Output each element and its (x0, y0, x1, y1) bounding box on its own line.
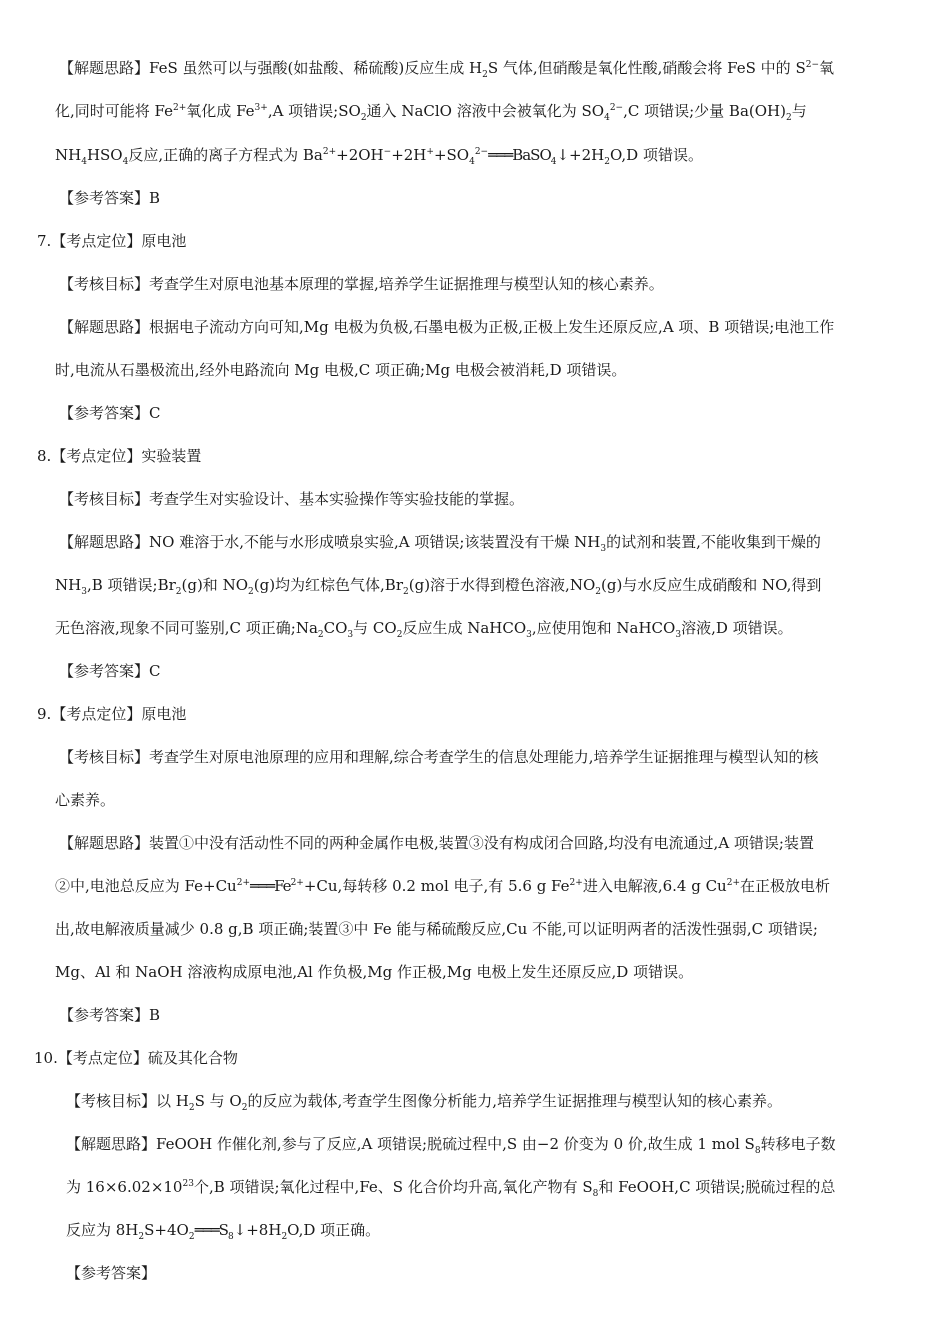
q9-idea-line-3: 出,故电解液质量减少 0.8 g,B 项正确;装置③中 Fe 能与稀硫酸反应,Cu 不能,可以证明两者的活泼性强弱,C 项错误; (55, 920, 818, 938)
q10-idea-line-3: 反应为 $8H_2S+4O_2═══S_8↓+8H_2O,D$ 项正确。 (66, 1221, 381, 1242)
q6-idea-line-1: 【解题思路】FeS 虽然可以与强酸(如盐酸、稀硫酸)反应生成 $H_2S$ 气体,但硝酸是氧化性酸,硝酸会将 FeS 中的 $S^{2-}$氧 (59, 59, 835, 80)
q7-idea-line-1: 【解题思路】根据电子流动方向可知,Mg 电极为负极,石墨电极为正极,正极上发生还原反应,A 项、B 项错误;电池工作 (59, 318, 835, 336)
q8-point: 8.【考点定位】实验装置 (37, 447, 202, 465)
q9-idea-line-2: ②中,电池总反应为 $Fe+Cu^{2+}═══Fe^{2+}+Cu$,每转移 0.2 mol 电子,有 5.6 g $Fe^{2+}$进入电解液,6.4 g $Cu^{2+}$在正极放电析 (55, 877, 831, 895)
q9-goal-line-1: 【考核目标】考查学生对原电池原理的应用和理解,综合考查学生的信息处理能力,培养学生证据推理与模型认知的核 (59, 748, 819, 766)
q10-point: 10.【考点定位】硫及其化合物 (34, 1049, 238, 1067)
q8-goal: 【考核目标】考查学生对实验设计、基本实验操作等实验技能的掌握。 (59, 490, 525, 508)
idea-label: 【解题思路】 (59, 59, 150, 77)
q9-goal-line-2: 心素养。 (55, 791, 116, 809)
q9-idea-line-1: 【解题思路】装置①中没有活动性不同的两种金属作电极,装置③没有构成闭合回路,均没有电流通过,A 项错误;装置 (59, 834, 814, 852)
q6-answer: 【参考答案】B (59, 189, 161, 207)
q10-answer: 【参考答案】 (66, 1264, 157, 1282)
q7-answer: 【参考答案】C (59, 404, 161, 422)
q8-idea-line-3: 无色溶液,现象不同可鉴别,C 项正确$;Na_2CO_3$与 $CO_2$反应生成 NaHCO$_3$,应使用饱和 NaHCO$_3$溶液,D 项错误。 (55, 619, 793, 640)
q7-idea-line-2: 时,电流从石墨极流出,经外电路流向 Mg 电极,C 项正确;Mg 电极会被消耗,D 项错误。 (55, 361, 627, 379)
q7-goal: 【考核目标】考查学生对原电池基本原理的掌握,培养学生证据推理与模型认知的核心素养。 (59, 275, 664, 293)
q10-idea-line-1: 【解题思路】FeOOH 作催化剂,参与了反应,A 项错误;脱硫过程中,S 由−2 价变为 0 价,故生成 1 mol $S_8$转移电子数 (66, 1135, 836, 1156)
q9-answer: 【参考答案】B (59, 1006, 161, 1024)
q8-idea-line-1: 【解题思路】NO 难溶于水,不能与水形成喷泉实验,A 项错误;该装置没有干燥 $NH_3$的试剂和装置,不能收集到干燥的 (59, 533, 821, 554)
q8-idea-line-2: $NH_3,B$ 项错误$;Br_2(g)$和 $NO_2(g)$均为红棕色气体$,Br_2(g)$溶于水得到橙色溶液$,NO_2(g)$与水反应生成硝酸和 NO,得到 (55, 576, 822, 597)
q9-idea-line-4: Mg、Al 和 NaOH 溶液构成原电池,Al 作负极,Mg 作正极,Mg 电极上发生还原反应,D 项错误。 (55, 963, 694, 981)
q6-idea-line-3: $NH_4HSO_4$反应,正确的离子方程式为 $Ba^{2+}+2OH^-+2H^++SO_4^{2-}═══BaSO_4↓+2H_2O,D$ 项错误。 (55, 146, 703, 167)
q10-goal: 【考核目标】以 $H_2S$ 与 $O_2$的反应为载体,考查学生图像分析能力,培养学生证据推理与模型认知的核心素养。 (66, 1092, 783, 1113)
q10-idea-line-2: 为 $16\times 6.02\times 10^{23}$个,B 项错误;氧化过程中,Fe、S 化合价均升高,氧化产物有 $S_8$和 FeOOH,C 项错误;脱硫过程的总 (66, 1178, 836, 1199)
q8-answer: 【参考答案】C (59, 662, 161, 680)
q7-point: 7.【考点定位】原电池 (37, 232, 187, 250)
q9-point: 9.【考点定位】原电池 (37, 705, 187, 723)
q6-idea-line-2: 化,同时可能将 $Fe^{2+}$氧化成 $Fe^{3+},A$ 项错误$;SO_2$通入 NaClO 溶液中会被氧化为 $SO_4^{2-},C$ 项错误;少量 $Ba(OH)_2$与 (55, 102, 807, 123)
